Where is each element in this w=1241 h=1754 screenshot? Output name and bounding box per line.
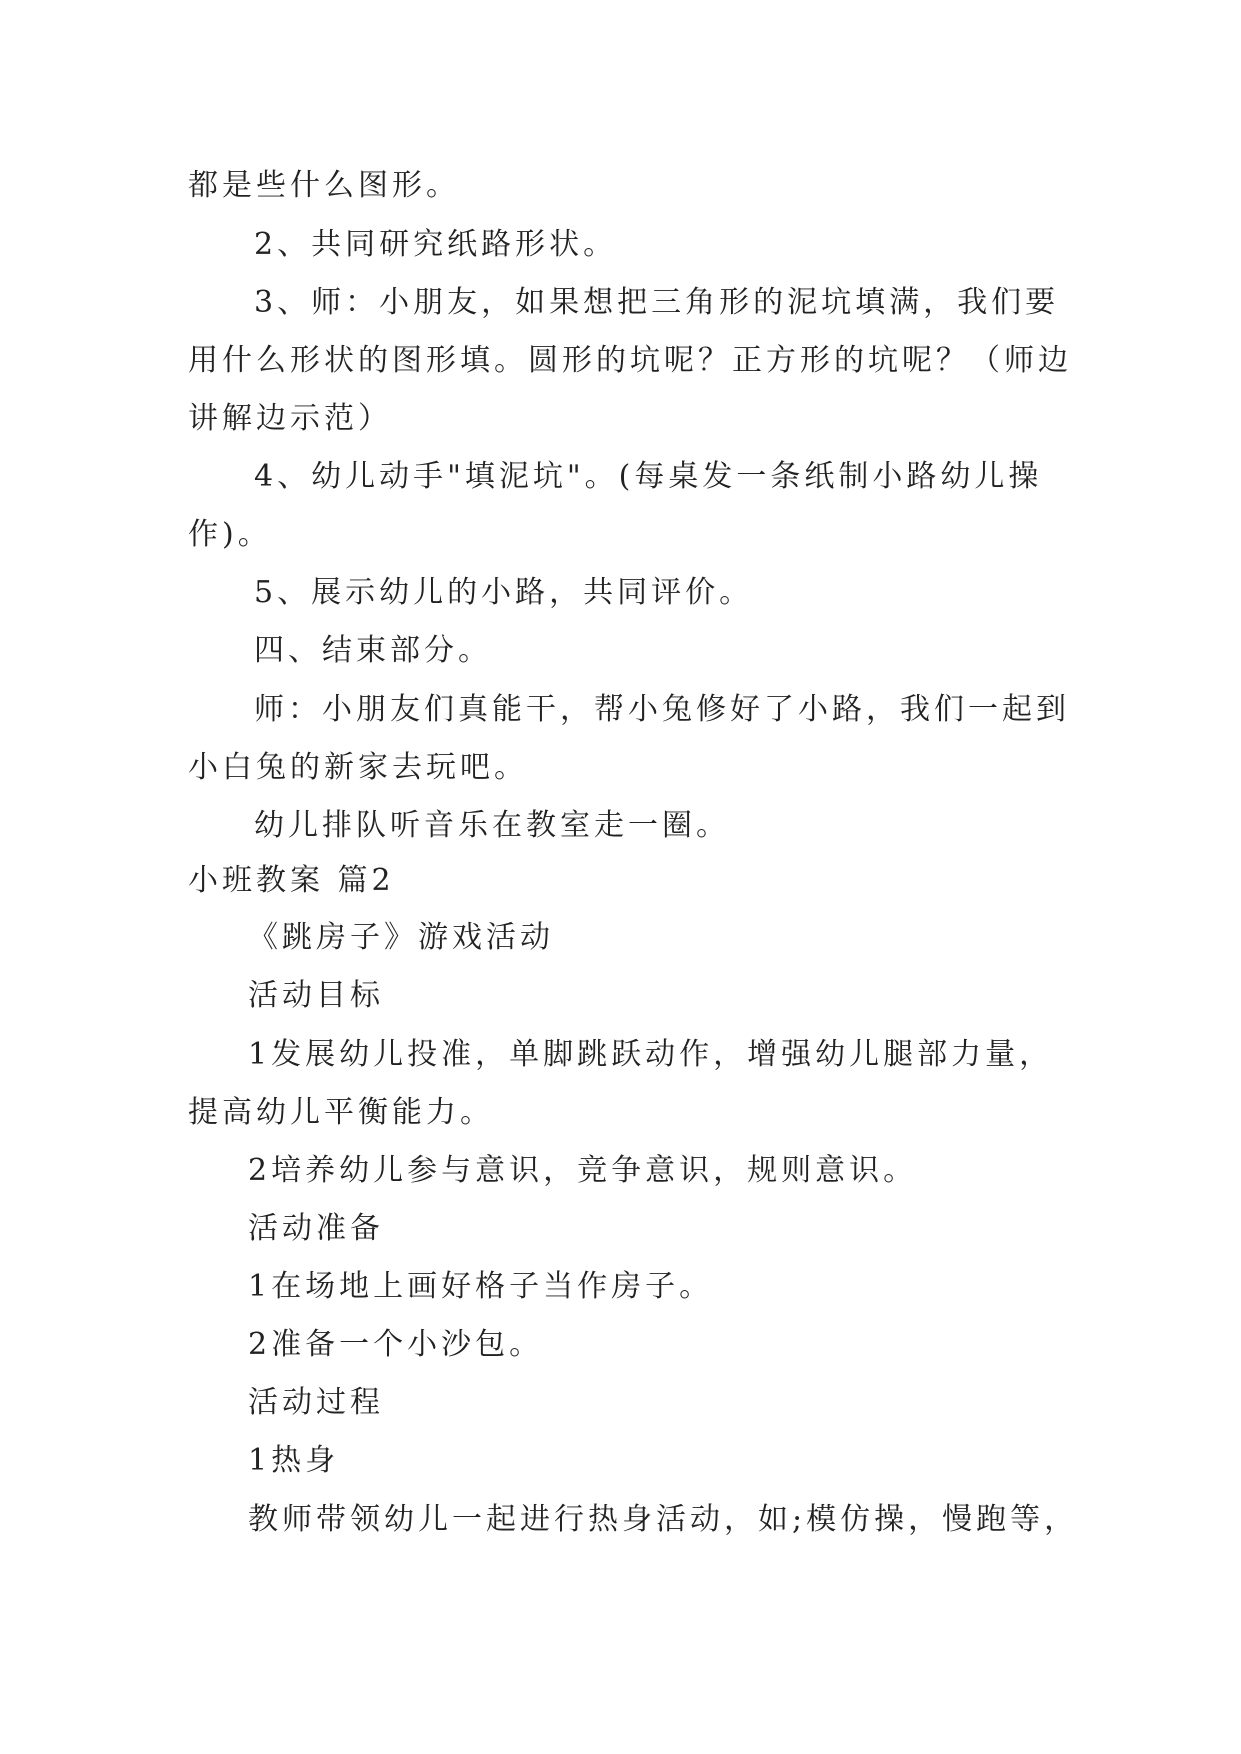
- paragraph-line: 幼儿排队听音乐在教室走一圈。: [254, 808, 730, 843]
- paragraph-line: 2培养幼儿参与意识，竞争意识，规则意识。: [248, 1153, 918, 1188]
- paragraph-line: 1热身: [248, 1443, 340, 1478]
- section-heading: 活动准备: [248, 1211, 384, 1246]
- activity-title: 《跳房子》游戏活动: [248, 920, 554, 955]
- paragraph-line: 讲解边示范）: [188, 401, 392, 436]
- paragraph-line: 教师带领幼儿一起进行热身活动，如;模仿操，慢跑等，: [248, 1502, 1079, 1537]
- paragraph-line: 师：小朋友们真能干，帮小兔修好了小路，我们一起到: [254, 692, 1070, 727]
- paragraph-line: 作)。: [188, 517, 272, 552]
- paragraph-line: 提高幼儿平衡能力。: [188, 1095, 494, 1130]
- paragraph-line: 1发展幼儿投准，单脚跳跃动作，增强幼儿腿部力量，: [248, 1037, 1054, 1072]
- paragraph-line: 1在场地上画好格子当作房子。: [248, 1269, 714, 1304]
- section-heading: 四、结束部分。: [254, 633, 492, 668]
- section-heading: 活动过程: [248, 1385, 384, 1420]
- paragraph-line: 2准备一个小沙包。: [248, 1327, 544, 1362]
- paragraph-line: 用什么形状的图形填。圆形的坑呢？正方形的坑呢？（师边: [188, 343, 1072, 378]
- document-section-title: 小班教案 篇2: [188, 863, 395, 898]
- paragraph-line: 2、共同研究纸路形状。: [254, 227, 618, 262]
- paragraph-line: 5、展示幼儿的小路，共同评价。: [254, 575, 754, 610]
- paragraph-line: 都是些什么图形。: [188, 168, 460, 203]
- paragraph-line: 小白兔的新家去玩吧。: [188, 750, 528, 785]
- paragraph-line: 4、幼儿动手"填泥坑"。(每桌发一条纸制小路幼儿操: [254, 459, 1043, 494]
- paragraph-line: 3、师：小朋友，如果想把三角形的泥坑填满，我们要: [254, 285, 1060, 320]
- section-heading: 活动目标: [248, 978, 384, 1013]
